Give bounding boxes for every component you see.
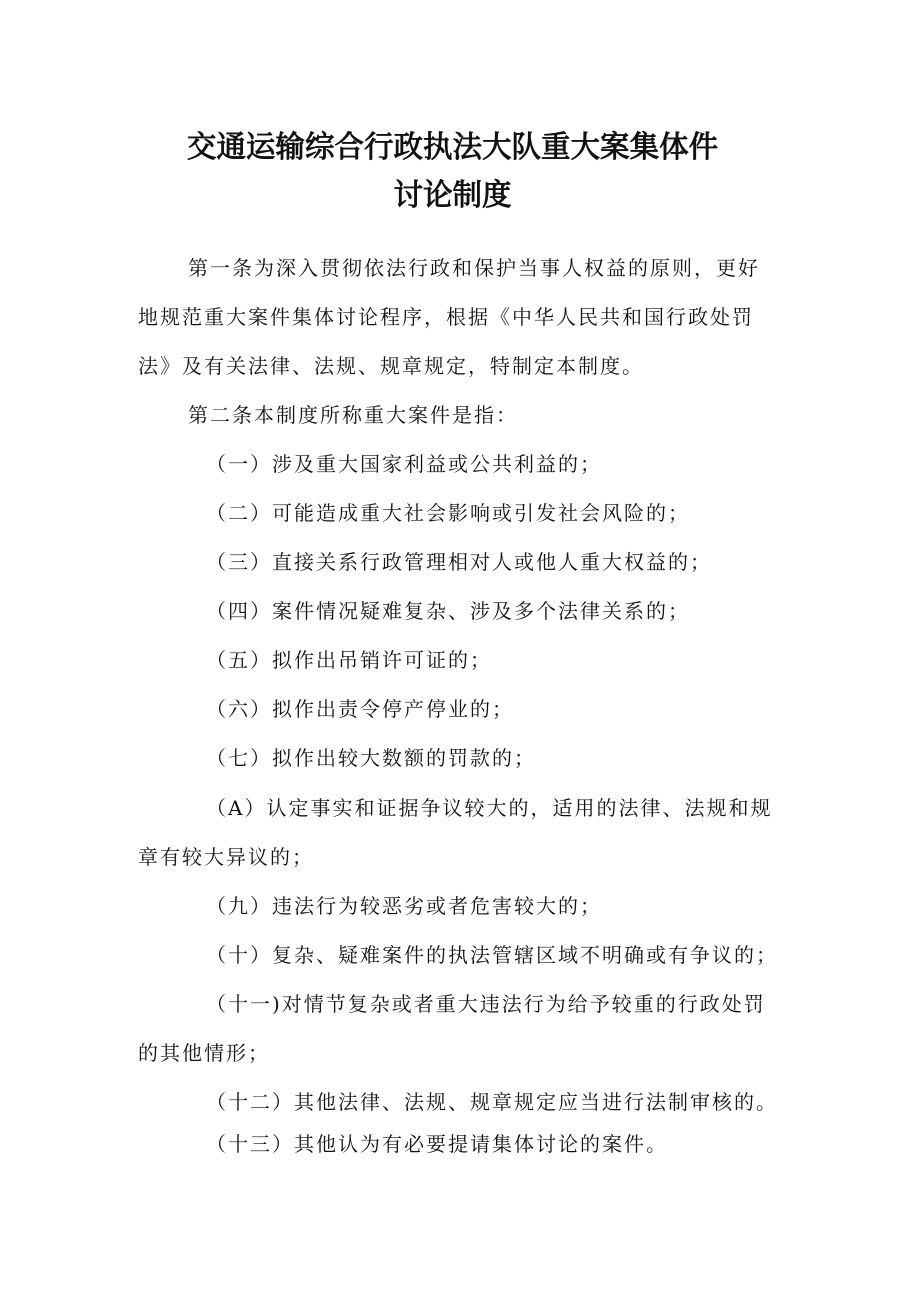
article-1-line-1: 第一条为深入贯彻依法行政和保护当事人权益的原则，更好 xyxy=(188,256,760,280)
list-item-11-line-1: （十一)对情节复杂或者重大违法行为给予较重的行政处罚 xyxy=(206,992,766,1016)
list-item-7: （七）拟作出较大数额的罚款的； xyxy=(206,746,536,770)
list-item-1: （一）涉及重大国家利益或公共利益的； xyxy=(206,452,602,476)
list-item-2: （二）可能造成重大社会影响或引发社会风险的； xyxy=(206,501,690,525)
list-item-3: （三）直接关系行政管理相对人或他人重大权益的； xyxy=(206,550,712,574)
article-1-line-3: 法》及有关法律、法规、规章规定，特制定本制度。 xyxy=(138,354,644,378)
document-title-line-2: 讨论制度 xyxy=(393,178,512,213)
list-item-13: （十三）其他认为有必要提请集体讨论的案件。 xyxy=(206,1132,668,1156)
list-item-6: （六）拟作出责令停产停业的； xyxy=(206,697,514,721)
list-item-5: （五）拟作出吊销许可证的； xyxy=(206,648,492,672)
list-item-10: （十）复杂、疑难案件的执法管辖区域不明确或有争议的； xyxy=(206,943,778,967)
document-title-line-1: 交通运输综合行政执法大队重大案集体件 xyxy=(186,130,719,165)
article-2-line: 第二条本制度所称重大案件是指： xyxy=(188,403,518,427)
list-item-8-line-1: （A）认定事实和证据争议较大的，适用的法律、法规和规 xyxy=(206,796,773,820)
list-item-4: （四）案件情况疑难复杂、涉及多个法律关系的； xyxy=(206,599,690,623)
article-1-line-2: 地规范重大案件集体讨论程序，根据《中华人民共和国行政处罚 xyxy=(138,305,754,329)
list-item-9: （九）违法行为较恶劣或者危害较大的； xyxy=(206,894,602,918)
list-item-8-line-2: 章有较大异议的； xyxy=(138,845,314,869)
list-item-12: （十二）其他法律、法规、规章规定应当进行法制审核的。 xyxy=(206,1090,778,1114)
list-item-11-line-2: 的其他情形； xyxy=(138,1041,270,1065)
